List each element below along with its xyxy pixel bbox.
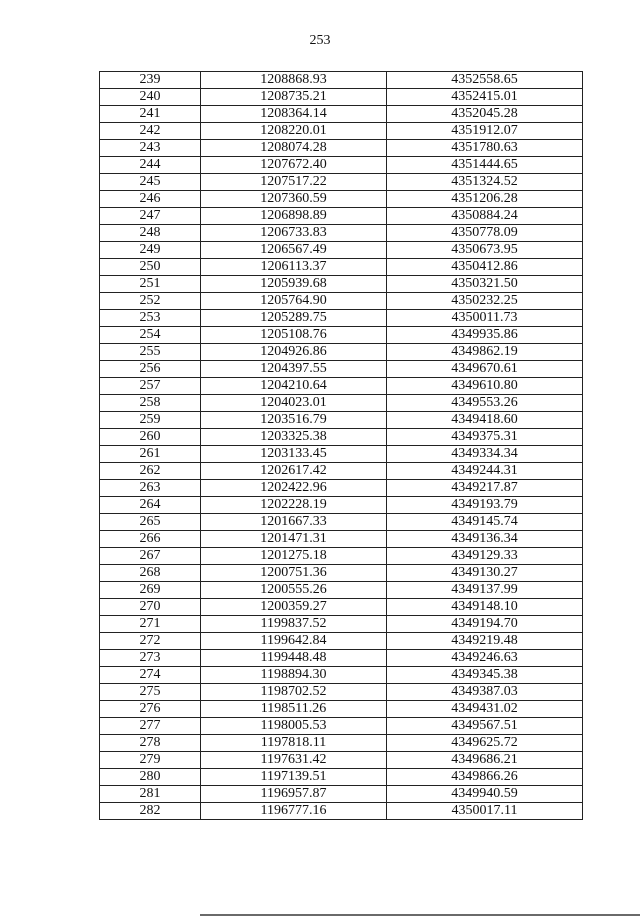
table-row bbox=[100, 140, 583, 157]
y-coordinate-cell: 4351780.63 bbox=[387, 140, 583, 157]
y-coordinate-cell: 4349136.34 bbox=[387, 531, 583, 548]
y-coordinate-cell: 4350232.25 bbox=[387, 293, 583, 310]
point-number-cell: 271 bbox=[100, 616, 201, 633]
point-number-cell: 280 bbox=[100, 769, 201, 786]
point-number-cell: 279 bbox=[100, 752, 201, 769]
point-number-cell: 265 bbox=[100, 514, 201, 531]
table-row bbox=[100, 599, 583, 616]
table-row bbox=[100, 769, 583, 786]
x-coordinate-cell: 1204926.86 bbox=[201, 344, 387, 361]
y-coordinate-cell: 4349431.02 bbox=[387, 701, 583, 718]
table-row bbox=[100, 293, 583, 310]
y-coordinate-cell: 4349130.27 bbox=[387, 565, 583, 582]
y-coordinate-cell: 4350673.95 bbox=[387, 242, 583, 259]
point-number-cell: 264 bbox=[100, 497, 201, 514]
y-coordinate-cell: 4349567.51 bbox=[387, 718, 583, 735]
table-row bbox=[100, 378, 583, 395]
x-coordinate-cell: 1206733.83 bbox=[201, 225, 387, 242]
table-row bbox=[100, 701, 583, 718]
x-coordinate-cell: 1206113.37 bbox=[201, 259, 387, 276]
point-number-cell: 253 bbox=[100, 310, 201, 327]
table-row bbox=[100, 463, 583, 480]
y-coordinate-cell: 4352415.01 bbox=[387, 89, 583, 106]
point-number-cell: 252 bbox=[100, 293, 201, 310]
x-coordinate-cell: 1201275.18 bbox=[201, 548, 387, 565]
table-row bbox=[100, 259, 583, 276]
y-coordinate-cell: 4349625.72 bbox=[387, 735, 583, 752]
point-number-cell: 256 bbox=[100, 361, 201, 378]
y-coordinate-cell: 4349670.61 bbox=[387, 361, 583, 378]
x-coordinate-cell: 1205108.76 bbox=[201, 327, 387, 344]
point-number-cell: 247 bbox=[100, 208, 201, 225]
table-row bbox=[100, 89, 583, 106]
point-number-cell: 277 bbox=[100, 718, 201, 735]
table-row bbox=[100, 803, 583, 820]
y-coordinate-cell: 4349193.79 bbox=[387, 497, 583, 514]
table-row bbox=[100, 650, 583, 667]
point-number-cell: 263 bbox=[100, 480, 201, 497]
table-row bbox=[100, 667, 583, 684]
x-coordinate-cell: 1198702.52 bbox=[201, 684, 387, 701]
y-coordinate-cell: 4349375.31 bbox=[387, 429, 583, 446]
x-coordinate-cell: 1199448.48 bbox=[201, 650, 387, 667]
x-coordinate-cell: 1204210.64 bbox=[201, 378, 387, 395]
table-row bbox=[100, 344, 583, 361]
point-number-cell: 250 bbox=[100, 259, 201, 276]
point-number-cell: 257 bbox=[100, 378, 201, 395]
y-coordinate-cell: 4352045.28 bbox=[387, 106, 583, 123]
x-coordinate-cell: 1201667.33 bbox=[201, 514, 387, 531]
y-coordinate-cell: 4349137.99 bbox=[387, 582, 583, 599]
y-coordinate-cell: 4349219.48 bbox=[387, 633, 583, 650]
y-coordinate-cell: 4349129.33 bbox=[387, 548, 583, 565]
point-number-cell: 248 bbox=[100, 225, 201, 242]
table-row bbox=[100, 718, 583, 735]
x-coordinate-cell: 1206567.49 bbox=[201, 242, 387, 259]
y-coordinate-cell: 4350321.50 bbox=[387, 276, 583, 293]
table-row bbox=[100, 123, 583, 140]
y-coordinate-cell: 4349686.21 bbox=[387, 752, 583, 769]
table-row bbox=[100, 446, 583, 463]
x-coordinate-cell: 1208364.14 bbox=[201, 106, 387, 123]
point-number-cell: 262 bbox=[100, 463, 201, 480]
point-number-cell: 240 bbox=[100, 89, 201, 106]
y-coordinate-cell: 4351912.07 bbox=[387, 123, 583, 140]
table-row bbox=[100, 514, 583, 531]
point-number-cell: 268 bbox=[100, 565, 201, 582]
x-coordinate-cell: 1204023.01 bbox=[201, 395, 387, 412]
table-row bbox=[100, 582, 583, 599]
x-coordinate-cell: 1208735.21 bbox=[201, 89, 387, 106]
table-row bbox=[100, 633, 583, 650]
x-coordinate-cell: 1202422.96 bbox=[201, 480, 387, 497]
y-coordinate-cell: 4349387.03 bbox=[387, 684, 583, 701]
point-number-cell: 267 bbox=[100, 548, 201, 565]
point-number-cell: 251 bbox=[100, 276, 201, 293]
y-coordinate-cell: 4349610.80 bbox=[387, 378, 583, 395]
y-coordinate-cell: 4349217.87 bbox=[387, 480, 583, 497]
table-row bbox=[100, 480, 583, 497]
y-coordinate-cell: 4349145.74 bbox=[387, 514, 583, 531]
point-number-cell: 244 bbox=[100, 157, 201, 174]
table-row bbox=[100, 429, 583, 446]
y-coordinate-cell: 4352558.65 bbox=[387, 72, 583, 89]
point-number-cell: 259 bbox=[100, 412, 201, 429]
y-coordinate-cell: 4349244.31 bbox=[387, 463, 583, 480]
y-coordinate-cell: 4350017.11 bbox=[387, 803, 583, 820]
y-coordinate-cell: 4349148.10 bbox=[387, 599, 583, 616]
point-number-cell: 246 bbox=[100, 191, 201, 208]
x-coordinate-cell: 1197818.11 bbox=[201, 735, 387, 752]
table-row bbox=[100, 174, 583, 191]
table-row bbox=[100, 361, 583, 378]
table-row bbox=[100, 72, 583, 89]
x-coordinate-cell: 1198511.26 bbox=[201, 701, 387, 718]
point-number-cell: 254 bbox=[100, 327, 201, 344]
x-coordinate-cell: 1203133.45 bbox=[201, 446, 387, 463]
table-row bbox=[100, 276, 583, 293]
x-coordinate-cell: 1203516.79 bbox=[201, 412, 387, 429]
x-coordinate-cell: 1207672.40 bbox=[201, 157, 387, 174]
y-coordinate-cell: 4349334.34 bbox=[387, 446, 583, 463]
point-number-cell: 255 bbox=[100, 344, 201, 361]
x-coordinate-cell: 1208220.01 bbox=[201, 123, 387, 140]
table-row bbox=[100, 548, 583, 565]
table-row bbox=[100, 395, 583, 412]
y-coordinate-cell: 4349866.26 bbox=[387, 769, 583, 786]
y-coordinate-cell: 4349940.59 bbox=[387, 786, 583, 803]
table-row bbox=[100, 616, 583, 633]
point-number-cell: 282 bbox=[100, 803, 201, 820]
y-coordinate-cell: 4349553.26 bbox=[387, 395, 583, 412]
x-coordinate-cell: 1207517.22 bbox=[201, 174, 387, 191]
x-coordinate-cell: 1197139.51 bbox=[201, 769, 387, 786]
x-coordinate-cell: 1200555.26 bbox=[201, 582, 387, 599]
y-coordinate-cell: 4349862.19 bbox=[387, 344, 583, 361]
table-row bbox=[100, 310, 583, 327]
x-coordinate-cell: 1200751.36 bbox=[201, 565, 387, 582]
point-number-cell: 278 bbox=[100, 735, 201, 752]
point-number-cell: 275 bbox=[100, 684, 201, 701]
x-coordinate-cell: 1202228.19 bbox=[201, 497, 387, 514]
x-coordinate-cell: 1208074.28 bbox=[201, 140, 387, 157]
table-row bbox=[100, 752, 583, 769]
x-coordinate-cell: 1204397.55 bbox=[201, 361, 387, 378]
table-row bbox=[100, 106, 583, 123]
y-coordinate-cell: 4349246.63 bbox=[387, 650, 583, 667]
table-row bbox=[100, 208, 583, 225]
table-row bbox=[100, 225, 583, 242]
y-coordinate-cell: 4351206.28 bbox=[387, 191, 583, 208]
y-coordinate-cell: 4350778.09 bbox=[387, 225, 583, 242]
point-number-cell: 242 bbox=[100, 123, 201, 140]
x-coordinate-cell: 1196777.16 bbox=[201, 803, 387, 820]
point-number-cell: 243 bbox=[100, 140, 201, 157]
x-coordinate-cell: 1196957.87 bbox=[201, 786, 387, 803]
coordinates-table bbox=[99, 71, 583, 820]
x-coordinate-cell: 1197631.42 bbox=[201, 752, 387, 769]
x-coordinate-cell: 1198005.53 bbox=[201, 718, 387, 735]
table-row bbox=[100, 497, 583, 514]
y-coordinate-cell: 4349418.60 bbox=[387, 412, 583, 429]
point-number-cell: 281 bbox=[100, 786, 201, 803]
table-row bbox=[100, 242, 583, 259]
table-row bbox=[100, 157, 583, 174]
point-number-cell: 274 bbox=[100, 667, 201, 684]
y-coordinate-cell: 4349194.70 bbox=[387, 616, 583, 633]
x-coordinate-cell: 1208868.93 bbox=[201, 72, 387, 89]
point-number-cell: 260 bbox=[100, 429, 201, 446]
x-coordinate-cell: 1201471.31 bbox=[201, 531, 387, 548]
y-coordinate-cell: 4351324.52 bbox=[387, 174, 583, 191]
page-number: 253 bbox=[309, 33, 331, 48]
x-coordinate-cell: 1205289.75 bbox=[201, 310, 387, 327]
bottom-scan-edge bbox=[200, 914, 640, 916]
x-coordinate-cell: 1205764.90 bbox=[201, 293, 387, 310]
point-number-cell: 239 bbox=[100, 72, 201, 89]
y-coordinate-cell: 4350884.24 bbox=[387, 208, 583, 225]
x-coordinate-cell: 1206898.89 bbox=[201, 208, 387, 225]
point-number-cell: 266 bbox=[100, 531, 201, 548]
point-number-cell: 261 bbox=[100, 446, 201, 463]
table-body bbox=[100, 72, 583, 820]
x-coordinate-cell: 1202617.42 bbox=[201, 463, 387, 480]
point-number-cell: 276 bbox=[100, 701, 201, 718]
table-row bbox=[100, 684, 583, 701]
x-coordinate-cell: 1199837.52 bbox=[201, 616, 387, 633]
x-coordinate-cell: 1203325.38 bbox=[201, 429, 387, 446]
point-number-cell: 269 bbox=[100, 582, 201, 599]
table-row bbox=[100, 191, 583, 208]
table-row bbox=[100, 565, 583, 582]
y-coordinate-cell: 4349345.38 bbox=[387, 667, 583, 684]
y-coordinate-cell: 4351444.65 bbox=[387, 157, 583, 174]
x-coordinate-cell: 1200359.27 bbox=[201, 599, 387, 616]
table-row bbox=[100, 412, 583, 429]
point-number-cell: 272 bbox=[100, 633, 201, 650]
table-row bbox=[100, 786, 583, 803]
x-coordinate-cell: 1205939.68 bbox=[201, 276, 387, 293]
y-coordinate-cell: 4349935.86 bbox=[387, 327, 583, 344]
y-coordinate-cell: 4350011.73 bbox=[387, 310, 583, 327]
y-coordinate-cell: 4350412.86 bbox=[387, 259, 583, 276]
x-coordinate-cell: 1198894.30 bbox=[201, 667, 387, 684]
point-number-cell: 258 bbox=[100, 395, 201, 412]
table-row bbox=[100, 531, 583, 548]
point-number-cell: 270 bbox=[100, 599, 201, 616]
table-row bbox=[100, 735, 583, 752]
point-number-cell: 249 bbox=[100, 242, 201, 259]
point-number-cell: 273 bbox=[100, 650, 201, 667]
table-row bbox=[100, 327, 583, 344]
point-number-cell: 245 bbox=[100, 174, 201, 191]
x-coordinate-cell: 1199642.84 bbox=[201, 633, 387, 650]
point-number-cell: 241 bbox=[100, 106, 201, 123]
x-coordinate-cell: 1207360.59 bbox=[201, 191, 387, 208]
